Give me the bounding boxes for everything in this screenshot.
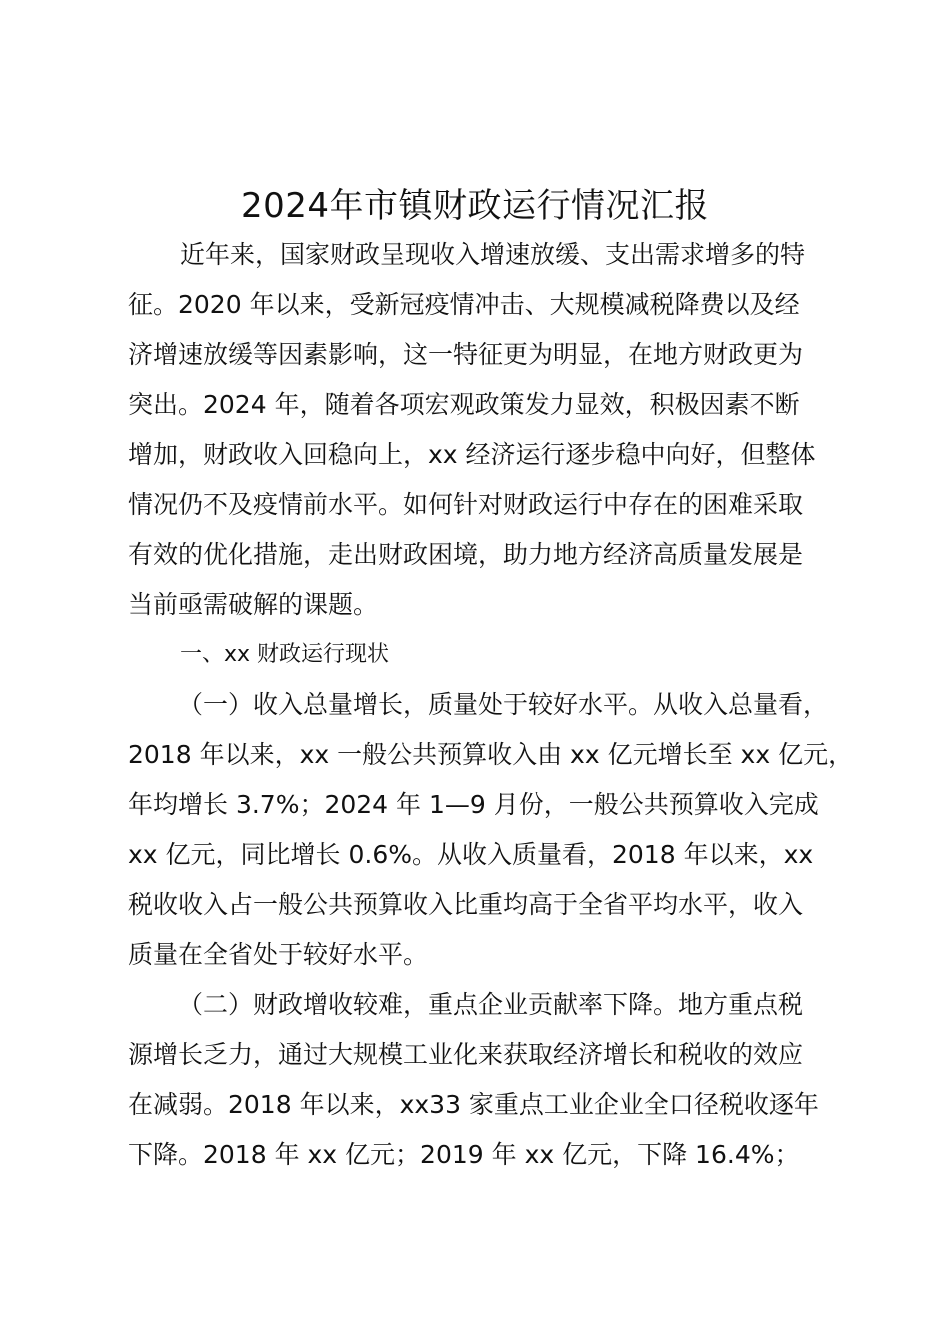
paragraph-1-line: 突出。2024 年，随着各项宏观政策发力显效，积极因素不断	[128, 390, 800, 419]
paragraph-2-line: xx 亿元，同比增长 0.6%。从收入质量看，2018 年以来，xx	[128, 840, 814, 869]
paragraph-3-line: 源增长乏力，通过大规模工业化来获取经济增长和税收的效应	[128, 1040, 804, 1069]
paragraph-1-line: 当前亟需破解的课题。	[128, 590, 379, 619]
paragraph-3-line: 在减弱。2018 年以来，xx33 家重点工业企业全口径税收逐年	[128, 1090, 819, 1119]
paragraph-2-line: 年均增长 3.7%；2024 年 1—9 月份，一般公共预算收入完成	[128, 790, 819, 819]
section-heading: 一、xx 财政运行现状	[180, 642, 390, 667]
paragraph-1-line: 增加，财政收入回稳向上，xx 经济运行逐步稳中向好，但整体	[128, 440, 816, 469]
paragraph-1-line: 有效的优化措施，走出财政困境，助力地方经济高质量发展是	[128, 540, 804, 569]
paragraph-1-line: 近年来，国家财政呈现收入增速放缓、支出需求增多的特	[180, 240, 806, 269]
paragraph-3-line: 下降。2018 年 xx 亿元；2019 年 xx 亿元，下降 16.4%；	[128, 1140, 800, 1169]
paragraph-1-line: 情况仍不及疫情前水平。如何针对财政运行中存在的困难采取	[128, 490, 804, 519]
paragraph-2-line: 税收收入占一般公共预算收入比重均高于全省平均水平，收入	[128, 890, 804, 919]
paragraph-2-line: 质量在全省处于较好水平。	[128, 940, 429, 969]
paragraph-1-line: 济增速放缓等因素影响，这一特征更为明显，在地方财政更为	[128, 340, 804, 369]
paragraph-3-line: （二）财政增收较难，重点企业贡献率下降。地方重点税	[178, 990, 804, 1019]
paragraph-1-line: 征。2020 年以来，受新冠疫情冲击、大规模减税降费以及经	[128, 290, 800, 319]
paragraph-2-line: （一）收入总量增长，质量处于较好水平。从收入总量看，	[178, 690, 829, 719]
document-title: 2024年市镇财政运行情况汇报	[240, 186, 710, 226]
paragraph-2-line: 2018 年以来，xx 一般公共预算收入由 xx 亿元增长至 xx 亿元，	[128, 740, 854, 769]
